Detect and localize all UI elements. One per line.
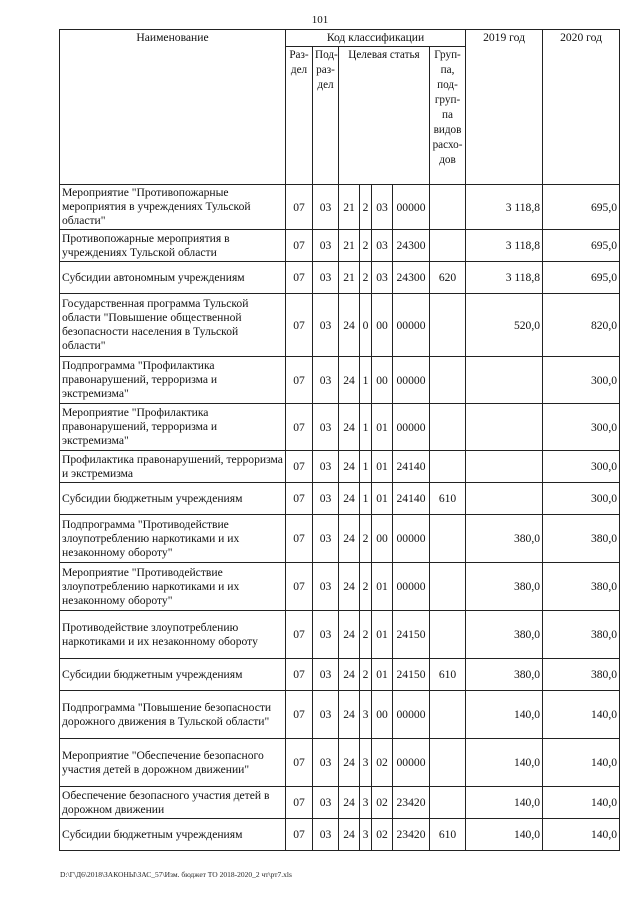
target-program-cell: 24 xyxy=(339,515,360,563)
target-measure-cell: 02 xyxy=(372,819,393,851)
razdel-cell: 07 xyxy=(286,185,313,230)
razdel-cell: 07 xyxy=(286,483,313,515)
table-row xyxy=(60,483,620,515)
header-classification-code: Код классификации xyxy=(286,30,466,47)
expense-group-cell xyxy=(430,787,466,819)
podrazdel-cell: 03 xyxy=(313,787,339,819)
expense-group-cell xyxy=(430,563,466,611)
table-row xyxy=(60,262,620,294)
header-razdel: Раз-дел xyxy=(286,47,313,185)
table-row xyxy=(60,294,620,357)
value-2020-cell: 140,0 xyxy=(543,691,620,739)
razdel-cell: 07 xyxy=(286,787,313,819)
target-direction-cell: 24300 xyxy=(393,230,430,262)
table-row xyxy=(60,659,620,691)
expense-group-cell: 610 xyxy=(430,483,466,515)
razdel-cell: 07 xyxy=(286,262,313,294)
value-2019-cell: 380,0 xyxy=(466,611,543,659)
target-program-cell: 24 xyxy=(339,404,360,451)
value-2020-cell: 380,0 xyxy=(543,563,620,611)
podrazdel-cell: 03 xyxy=(313,515,339,563)
target-subprogram-cell: 1 xyxy=(360,483,372,515)
target-measure-cell: 01 xyxy=(372,611,393,659)
razdel-cell: 07 xyxy=(286,691,313,739)
header-target-article: Целевая статья xyxy=(339,47,430,185)
target-direction-cell: 00000 xyxy=(393,563,430,611)
target-program-cell: 24 xyxy=(339,483,360,515)
table-row xyxy=(60,563,620,611)
value-2020-cell: 380,0 xyxy=(543,611,620,659)
podrazdel-cell: 03 xyxy=(313,659,339,691)
target-program-cell: 21 xyxy=(339,230,360,262)
table-row xyxy=(60,185,620,230)
target-subprogram-cell: 1 xyxy=(360,404,372,451)
razdel-cell: 07 xyxy=(286,611,313,659)
razdel-cell: 07 xyxy=(286,230,313,262)
target-direction-cell: 24300 xyxy=(393,262,430,294)
table-row xyxy=(60,787,620,819)
value-2019-cell xyxy=(466,357,543,404)
target-direction-cell: 00000 xyxy=(393,294,430,357)
expense-group-cell xyxy=(430,357,466,404)
target-direction-cell: 24150 xyxy=(393,659,430,691)
table-row xyxy=(60,451,620,483)
podrazdel-cell: 03 xyxy=(313,357,339,404)
target-subprogram-cell: 2 xyxy=(360,185,372,230)
expense-group-cell xyxy=(430,691,466,739)
razdel-cell: 07 xyxy=(286,404,313,451)
header-podrazdel: Под-раз-дел xyxy=(313,47,339,185)
value-2019-cell xyxy=(466,483,543,515)
value-2019-cell: 140,0 xyxy=(466,691,543,739)
target-program-cell: 24 xyxy=(339,357,360,404)
target-subprogram-cell: 3 xyxy=(360,819,372,851)
expense-group-cell: 620 xyxy=(430,262,466,294)
row-name: Мероприятие "Профилактика правонарушений, терроризма и экстремизма" xyxy=(60,404,286,451)
target-subprogram-cell: 2 xyxy=(360,563,372,611)
podrazdel-cell: 03 xyxy=(313,483,339,515)
target-program-cell: 24 xyxy=(339,691,360,739)
table-row xyxy=(60,230,620,262)
target-program-cell: 24 xyxy=(339,819,360,851)
value-2019-cell: 140,0 xyxy=(466,787,543,819)
target-direction-cell: 24140 xyxy=(393,451,430,483)
value-2020-cell: 300,0 xyxy=(543,404,620,451)
target-program-cell: 21 xyxy=(339,262,360,294)
target-measure-cell: 00 xyxy=(372,515,393,563)
podrazdel-cell: 03 xyxy=(313,451,339,483)
table-row xyxy=(60,819,620,851)
budget-table xyxy=(59,29,620,851)
target-program-cell: 24 xyxy=(339,787,360,819)
target-subprogram-cell: 2 xyxy=(360,230,372,262)
row-name: Мероприятие "Противопожарные мероприятия в учреждениях Тульской области" xyxy=(60,185,286,230)
expense-group-cell xyxy=(430,404,466,451)
row-name: Субсидии бюджетным учреждениям xyxy=(60,483,286,515)
target-measure-cell: 00 xyxy=(372,691,393,739)
podrazdel-cell: 03 xyxy=(313,611,339,659)
value-2020-cell: 140,0 xyxy=(543,739,620,787)
expense-group-cell xyxy=(430,611,466,659)
value-2019-cell: 3 118,8 xyxy=(466,262,543,294)
value-2020-cell: 300,0 xyxy=(543,483,620,515)
value-2019-cell xyxy=(466,451,543,483)
table-row xyxy=(60,739,620,787)
row-name: Государственная программа Тульской области "Повышение общественной безопасности населения в Тульской области" xyxy=(60,294,286,357)
value-2020-cell: 140,0 xyxy=(543,819,620,851)
target-subprogram-cell: 2 xyxy=(360,611,372,659)
podrazdel-cell: 03 xyxy=(313,691,339,739)
target-program-cell: 24 xyxy=(339,659,360,691)
target-subprogram-cell: 1 xyxy=(360,451,372,483)
target-program-cell: 24 xyxy=(339,451,360,483)
target-measure-cell: 03 xyxy=(372,262,393,294)
podrazdel-cell: 03 xyxy=(313,294,339,357)
row-name: Подпрограмма "Профилактика правонарушений, терроризма и экстремизма" xyxy=(60,357,286,404)
target-measure-cell: 02 xyxy=(372,787,393,819)
target-measure-cell: 01 xyxy=(372,563,393,611)
value-2020-cell: 300,0 xyxy=(543,451,620,483)
razdel-cell: 07 xyxy=(286,451,313,483)
razdel-cell: 07 xyxy=(286,357,313,404)
table-row xyxy=(60,357,620,404)
value-2020-cell: 300,0 xyxy=(543,357,620,404)
header-year-2020: 2020 год xyxy=(543,30,620,185)
target-direction-cell: 24140 xyxy=(393,483,430,515)
value-2019-cell: 3 118,8 xyxy=(466,185,543,230)
podrazdel-cell: 03 xyxy=(313,819,339,851)
expense-group-cell xyxy=(430,230,466,262)
row-name: Обеспечение безопасного участия детей в дорожном движении xyxy=(60,787,286,819)
target-subprogram-cell: 1 xyxy=(360,357,372,404)
target-measure-cell: 01 xyxy=(372,404,393,451)
target-program-cell: 24 xyxy=(339,611,360,659)
target-subprogram-cell: 0 xyxy=(360,294,372,357)
value-2019-cell: 380,0 xyxy=(466,515,543,563)
expense-group-cell xyxy=(430,515,466,563)
target-direction-cell: 24150 xyxy=(393,611,430,659)
expense-group-cell xyxy=(430,294,466,357)
row-name: Мероприятие "Противодействие злоупотреблению наркотиками и их незаконному обороту" xyxy=(60,563,286,611)
row-name: Мероприятие "Обеспечение безопасного участия детей в дорожном движении" xyxy=(60,739,286,787)
target-direction-cell: 00000 xyxy=(393,185,430,230)
expense-group-cell xyxy=(430,739,466,787)
razdel-cell: 07 xyxy=(286,659,313,691)
value-2019-cell xyxy=(466,404,543,451)
value-2019-cell: 520,0 xyxy=(466,294,543,357)
header-year-2019: 2019 год xyxy=(466,30,543,185)
value-2020-cell: 140,0 xyxy=(543,787,620,819)
target-measure-cell: 01 xyxy=(372,483,393,515)
row-name: Субсидии бюджетным учреждениям xyxy=(60,819,286,851)
target-subprogram-cell: 2 xyxy=(360,515,372,563)
expense-group-cell: 610 xyxy=(430,819,466,851)
value-2020-cell: 380,0 xyxy=(543,659,620,691)
target-subprogram-cell: 2 xyxy=(360,262,372,294)
value-2019-cell: 380,0 xyxy=(466,563,543,611)
podrazdel-cell: 03 xyxy=(313,404,339,451)
target-direction-cell: 00000 xyxy=(393,357,430,404)
table-row xyxy=(60,691,620,739)
value-2020-cell: 695,0 xyxy=(543,262,620,294)
row-name: Субсидии бюджетным учреждениям xyxy=(60,659,286,691)
target-direction-cell: 23420 xyxy=(393,819,430,851)
target-direction-cell: 00000 xyxy=(393,691,430,739)
file-path-footer: D:\Г\Д6\2018\ЗАКОНЫ\ЗАС_57\Изм. бюджет ТО 2018-2020_2 чт\рт7.xls xyxy=(60,870,292,879)
value-2020-cell: 380,0 xyxy=(543,515,620,563)
expense-group-cell: 610 xyxy=(430,659,466,691)
podrazdel-cell: 03 xyxy=(313,739,339,787)
target-measure-cell: 03 xyxy=(372,230,393,262)
podrazdel-cell: 03 xyxy=(313,262,339,294)
table-row xyxy=(60,515,620,563)
target-measure-cell: 00 xyxy=(372,294,393,357)
target-program-cell: 24 xyxy=(339,294,360,357)
row-name: Подпрограмма "Повышение безопасности дорожного движения в Тульской области" xyxy=(60,691,286,739)
value-2019-cell: 3 118,8 xyxy=(466,230,543,262)
value-2020-cell: 695,0 xyxy=(543,230,620,262)
podrazdel-cell: 03 xyxy=(313,230,339,262)
page-number: 101 xyxy=(311,14,329,26)
target-direction-cell: 00000 xyxy=(393,739,430,787)
value-2019-cell: 380,0 xyxy=(466,659,543,691)
row-name: Подпрограмма "Противодействие злоупотреблению наркотиками и их незаконному обороту" xyxy=(60,515,286,563)
target-measure-cell: 03 xyxy=(372,185,393,230)
table-row xyxy=(60,404,620,451)
target-subprogram-cell: 3 xyxy=(360,787,372,819)
target-subprogram-cell: 3 xyxy=(360,691,372,739)
razdel-cell: 07 xyxy=(286,563,313,611)
value-2019-cell: 140,0 xyxy=(466,739,543,787)
target-subprogram-cell: 3 xyxy=(360,739,372,787)
target-direction-cell: 00000 xyxy=(393,404,430,451)
target-measure-cell: 01 xyxy=(372,659,393,691)
razdel-cell: 07 xyxy=(286,515,313,563)
row-name: Противодействие злоупотреблению наркотиками и их незаконному обороту xyxy=(60,611,286,659)
row-name: Профилактика правонарушений, терроризма и экстремизма xyxy=(60,451,286,483)
razdel-cell: 07 xyxy=(286,294,313,357)
target-direction-cell: 23420 xyxy=(393,787,430,819)
target-program-cell: 24 xyxy=(339,563,360,611)
table-row xyxy=(60,611,620,659)
podrazdel-cell: 03 xyxy=(313,185,339,230)
target-measure-cell: 02 xyxy=(372,739,393,787)
value-2020-cell: 695,0 xyxy=(543,185,620,230)
target-program-cell: 24 xyxy=(339,739,360,787)
razdel-cell: 07 xyxy=(286,819,313,851)
row-name: Субсидии автономным учреждениям xyxy=(60,262,286,294)
value-2020-cell: 820,0 xyxy=(543,294,620,357)
table-body xyxy=(60,185,620,851)
target-measure-cell: 00 xyxy=(372,357,393,404)
expense-group-cell xyxy=(430,451,466,483)
razdel-cell: 07 xyxy=(286,739,313,787)
target-measure-cell: 01 xyxy=(372,451,393,483)
target-direction-cell: 00000 xyxy=(393,515,430,563)
header-expense-group: Груп-па, под-груп-па видов расхо-дов xyxy=(430,47,466,185)
value-2019-cell: 140,0 xyxy=(466,819,543,851)
target-program-cell: 21 xyxy=(339,185,360,230)
target-subprogram-cell: 2 xyxy=(360,659,372,691)
podrazdel-cell: 03 xyxy=(313,563,339,611)
row-name: Противопожарные мероприятия в учреждениях Тульской области xyxy=(60,230,286,262)
header-name: Наименование xyxy=(60,30,286,185)
expense-group-cell xyxy=(430,185,466,230)
